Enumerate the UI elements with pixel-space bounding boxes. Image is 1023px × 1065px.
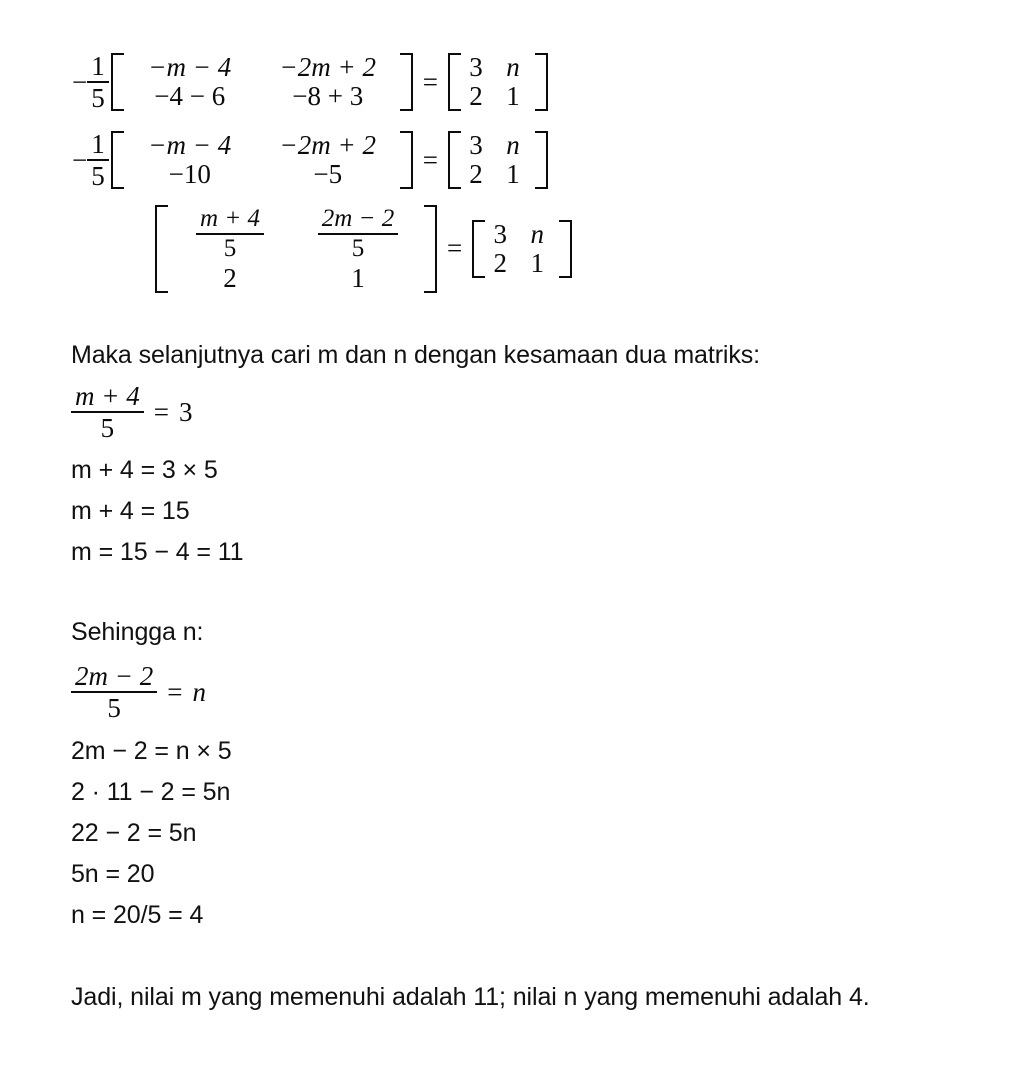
bracket-left-icon — [448, 53, 461, 111]
cell-r2c1: −4 − 6 — [154, 81, 226, 112]
matrix-equation-row-2 — [72, 130, 548, 191]
cell-r1c2: n — [530, 218, 544, 249]
right-matrix-1 — [448, 53, 548, 111]
fraction-numerator: 2m − 2 — [75, 661, 154, 691]
left-matrix-2-grid — [124, 131, 400, 189]
table-row — [461, 82, 535, 111]
cell-fraction-m-plus-4 — [196, 206, 264, 263]
right-matrix-3 — [472, 220, 572, 278]
coefficient-sign-2: − — [72, 144, 88, 175]
left-matrix-2 — [111, 131, 413, 189]
fraction-numerator: m + 4 — [75, 381, 140, 411]
right-matrix-1-grid — [461, 53, 535, 111]
cell-r2c1: 2 — [469, 159, 483, 190]
cell-r1c2: n — [506, 52, 520, 83]
section-n-step-3: 22 − 2 = 5n — [71, 819, 197, 847]
bracket-right-icon — [424, 205, 437, 293]
coefficient-negative-one-fifth-1 — [72, 52, 111, 113]
left-matrix-3-grid — [168, 205, 424, 293]
coefficient-fraction-1 — [87, 52, 109, 113]
fraction-m-plus-4-over-5 — [71, 382, 144, 443]
cell-r2c1: 2 — [493, 247, 507, 278]
cell-r1c1: −m − 4 — [148, 52, 232, 83]
cell-r1c1: 3 — [469, 130, 483, 161]
conclusion-text: Jadi, nilai m yang memenuhi adalah 11; nilai n yang memenuhi adalah 4. — [71, 983, 870, 1011]
section-n-step-4: 5n = 20 — [71, 860, 155, 888]
cell-r1c1: 3 — [469, 52, 483, 83]
equals-sign: = — [153, 396, 169, 427]
table-row — [124, 82, 400, 111]
cell-numerator: m + 4 — [200, 205, 260, 232]
fraction-denominator: 5 — [100, 413, 115, 444]
cell-r2c1: 2 — [223, 262, 237, 293]
cell-r1c1: 3 — [493, 218, 507, 249]
matrix-equation-row-3 — [155, 205, 572, 293]
coefficient-denominator-2: 5 — [91, 161, 105, 192]
cell-r2c2: 1 — [530, 247, 544, 278]
table-row — [168, 264, 424, 293]
table-row — [124, 131, 400, 160]
fraction-result: 3 — [178, 396, 193, 427]
section-m-step-1: m + 4 = 3 × 5 — [71, 456, 218, 484]
cell-r1c2: −2m + 2 — [279, 130, 376, 161]
cell-r1c2 — [292, 205, 424, 264]
bracket-right-icon — [559, 220, 572, 278]
bracket-right-icon — [535, 53, 548, 111]
section-m-step-3: m = 15 − 4 = 11 — [71, 538, 244, 566]
section-n-step-2: 2 · 11 − 2 = 5n — [71, 778, 231, 806]
table-row — [485, 220, 559, 249]
cell-r1c2: −2m + 2 — [279, 52, 376, 83]
cell-r2c2: −5 — [313, 159, 343, 190]
cell-numerator: 2m − 2 — [321, 205, 395, 232]
section-n-intro-text: Sehingga n: — [71, 618, 204, 646]
table-row — [461, 53, 535, 82]
left-matrix-1 — [111, 53, 413, 111]
coefficient-fraction-2 — [87, 130, 109, 191]
fraction-denominator: 5 — [107, 693, 121, 724]
table-row — [124, 53, 400, 82]
table-row — [124, 160, 400, 189]
right-matrix-2 — [448, 131, 548, 189]
cell-r2c1: 2 — [469, 81, 483, 112]
bracket-left-icon — [111, 131, 124, 189]
right-matrix-3-grid — [485, 220, 559, 278]
equals-sign: = — [167, 676, 183, 707]
fraction-2m-minus-2-over-5 — [71, 662, 157, 723]
coefficient-sign-1: − — [72, 66, 88, 97]
cell-r1c2: n — [506, 130, 520, 161]
fraction-result: n — [192, 676, 206, 707]
cell-denominator: 5 — [351, 235, 365, 263]
table-row — [461, 131, 535, 160]
bracket-right-icon — [535, 131, 548, 189]
section-n-step-5: n = 20/5 = 4 — [71, 901, 204, 929]
cell-r1c1: −m − 4 — [148, 130, 232, 161]
cell-r2c2: 1 — [506, 81, 520, 112]
section-n-step-1: 2m − 2 = n × 5 — [71, 737, 232, 765]
equals-sign-1: = — [422, 66, 438, 97]
bracket-right-icon — [400, 53, 413, 111]
cell-r1c1 — [168, 205, 292, 264]
table-row — [168, 205, 424, 264]
bracket-left-icon — [472, 220, 485, 278]
coefficient-negative-one-fifth-2 — [72, 130, 111, 191]
equals-sign-2: = — [422, 144, 438, 175]
cell-r2c2: 1 — [351, 262, 365, 293]
table-row — [461, 160, 535, 189]
coefficient-denominator-1: 5 — [91, 83, 105, 114]
left-matrix-3 — [155, 205, 437, 293]
section-m-step-2: m + 4 = 15 — [71, 497, 190, 525]
bracket-left-icon — [111, 53, 124, 111]
cell-r2c2: −8 + 3 — [292, 81, 364, 112]
bracket-left-icon — [448, 131, 461, 189]
left-matrix-1-grid — [124, 53, 400, 111]
bracket-right-icon — [400, 131, 413, 189]
right-matrix-2-grid — [461, 131, 535, 189]
cell-r2c1: −10 — [168, 159, 211, 190]
matrix-equation-row-1 — [72, 52, 548, 113]
equals-sign-3: = — [447, 233, 463, 264]
section-n-fraction-equation — [71, 662, 206, 723]
coefficient-numerator-2: 1 — [91, 129, 105, 159]
coefficient-numerator-1: 1 — [91, 51, 105, 81]
section-m-fraction-equation — [71, 382, 192, 443]
table-row — [485, 249, 559, 278]
cell-denominator: 5 — [223, 235, 237, 263]
cell-r2c2: 1 — [506, 159, 520, 190]
section-m-intro-text: Maka selanjutnya cari m dan n dengan kesamaan dua matriks: — [71, 341, 761, 369]
cell-fraction-2m-minus-2 — [318, 206, 398, 263]
bracket-left-icon — [155, 205, 168, 293]
